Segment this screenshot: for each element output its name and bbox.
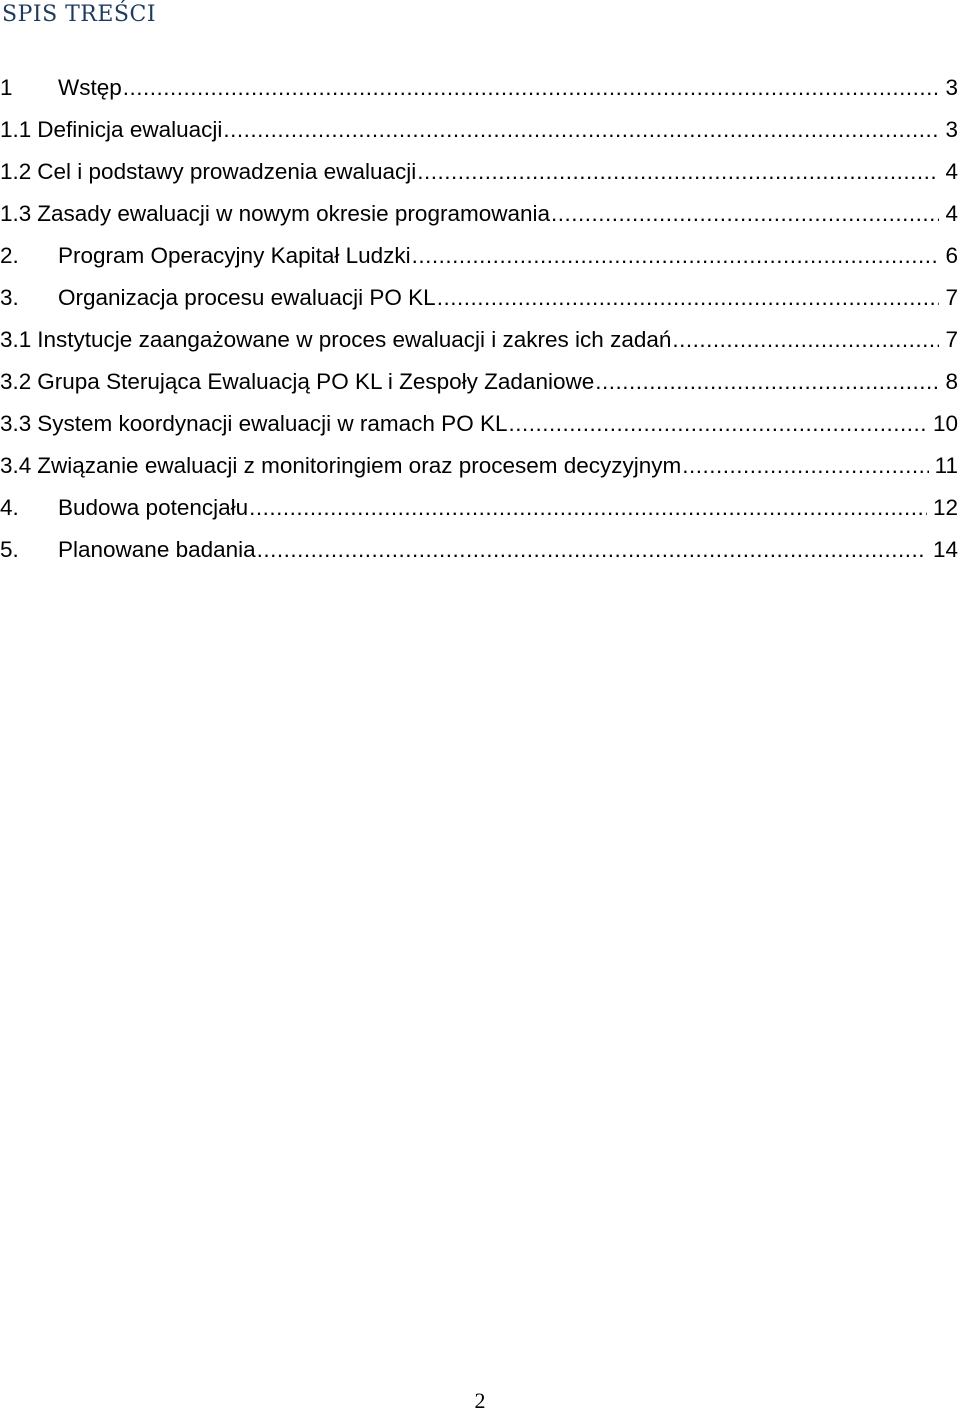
toc-entry-number: 1.1 [0, 117, 32, 142]
toc-entry-3-4[interactable] [0, 445, 958, 487]
toc-entry-title: Planowane badania [58, 537, 256, 562]
toc-list [0, 67, 958, 571]
toc-entry-page: 4 [945, 201, 958, 226]
toc-entry-page: 7 [945, 327, 958, 352]
toc-entry-title: Organizacja procesu ewaluacji PO KL [58, 285, 436, 310]
toc-entry-3[interactable] [0, 277, 958, 319]
toc-entry-page: 3 [945, 75, 958, 100]
toc-dot-leader [508, 403, 927, 445]
toc-entry-title: Instytucje zaangażowane w proces ewaluacji i zakres ich zadań [37, 327, 672, 352]
toc-entry-number: 1.2 [0, 159, 32, 184]
page-number: 2 [474, 1388, 486, 1413]
toc-dot-leader [437, 277, 940, 319]
toc-dot-leader [551, 193, 939, 235]
toc-entry-3-1[interactable] [0, 319, 958, 361]
toc-entry-number: 1 [0, 75, 13, 100]
toc-entry-title: Budowa potencjału [58, 495, 249, 520]
toc-entry-title: Związanie ewaluacji z monitoringiem oraz procesem decyzyjnym [37, 453, 682, 478]
toc-entry-page: 14 [932, 537, 958, 562]
toc-dot-leader [249, 487, 927, 529]
toc-entry-title: Definicja ewaluacji [37, 117, 223, 142]
toc-entry-1-2[interactable] [0, 151, 958, 193]
toc-entry-number: 4. [0, 495, 19, 520]
toc-entry-title: Wstęp [58, 75, 122, 100]
toc-dot-leader [412, 235, 940, 277]
toc-entry-number: 3.4 [0, 453, 32, 478]
toc-heading: SPIS TREŚCI [2, 2, 157, 27]
toc-entry-3-2[interactable] [0, 361, 958, 403]
toc-entry-number: 3.1 [0, 327, 32, 352]
toc-entry-number: 3.3 [0, 411, 32, 436]
toc-dot-leader [672, 319, 939, 361]
toc-entry-page: 6 [945, 243, 958, 268]
toc-entry-1[interactable] [0, 67, 958, 109]
toc-entry-title: Zasady ewaluacji w nowym okresie programowania [37, 201, 551, 226]
toc-entry-3-3[interactable] [0, 403, 958, 445]
toc-entry-page: 10 [932, 411, 958, 436]
toc-entry-4[interactable] [0, 487, 958, 529]
toc-entry-1-1[interactable] [0, 109, 958, 151]
toc-entry-page: 3 [945, 117, 958, 142]
toc-entry-page: 7 [945, 285, 958, 310]
toc-entry-number: 1.3 [0, 201, 32, 226]
toc-entry-number: 3.2 [0, 369, 32, 394]
toc-entry-number: 2. [0, 243, 19, 268]
toc-entry-page: 12 [932, 495, 958, 520]
toc-dot-leader [257, 529, 927, 571]
toc-dot-leader [682, 445, 928, 487]
toc-dot-leader [595, 361, 939, 403]
toc-entry-page: 11 [934, 453, 958, 478]
toc-entry-number: 3. [0, 285, 19, 310]
toc-dot-leader [123, 67, 940, 109]
toc-dot-leader [223, 109, 939, 151]
toc-entry-page: 8 [945, 369, 958, 394]
toc-entry-5[interactable] [0, 529, 958, 571]
toc-entry-page: 4 [945, 159, 958, 184]
toc-dot-leader [417, 151, 939, 193]
toc-entry-title: System koordynacji ewaluacji w ramach PO KL [37, 411, 508, 436]
toc-entry-title: Program Operacyjny Kapitał Ludzki [58, 243, 411, 268]
toc-entry-title: Grupa Sterująca Ewaluacją PO KL i Zespoły Zadaniowe [37, 369, 595, 394]
toc-entry-number: 5. [0, 537, 19, 562]
toc-entry-1-3[interactable] [0, 193, 958, 235]
toc-entry-title: Cel i podstawy prowadzenia ewaluacji [37, 159, 417, 184]
toc-entry-2[interactable] [0, 235, 958, 277]
